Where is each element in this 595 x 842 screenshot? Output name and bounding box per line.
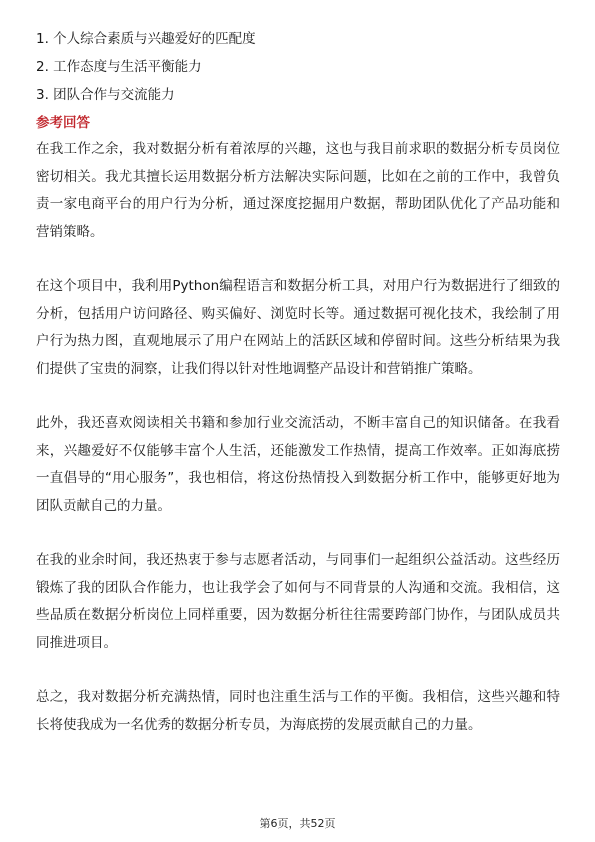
answer-paragraph-4: 在我的业余时间，我还热衷于参与志愿者活动，与同事们一起组织公益活动。这些经历锻炼了我的团队合作能力，也让我学会了如何与不同背景的人沟通和交流。我相信，这些品质在数据分析岗位上同样重要，因为数据分析往往需要跨部门协作，与团队成员共同推进项目。 [36, 552, 560, 651]
page-content [36, 30, 560, 739]
answer-heading: 参考回答 [36, 115, 90, 131]
question-item-2: 2. 工作态度与生活平衡能力 [36, 59, 202, 75]
page-number-footer: 第6页，共52页 [259, 817, 336, 830]
answer-paragraph-2: 在这个项目中，我利用Python编程语言和数据分析工具，对用户行为数据进行了细致的分析，包括用户访问路径、购买偏好、浏览时长等。通过数据可视化技术，我绘制了用户行为热力图，直观地展示了用户在网站上的活跃区域和停留时间。这些分析结果为我们提供了宝贵的洞察，让我们得以针对性地调整产品设计和营销推广策略。 [36, 278, 560, 377]
answer-paragraph-1: 在我工作之余，我对数据分析有着浓厚的兴趣，这也与我目前求职的数据分析专员岗位密切相关。我尤其擅长运用数据分析方法解决实际问题，比如在之前的工作中，我曾负责一家电商平台的用户行为分析，通过深度挖掘用户数据，帮助团队优化了产品功能和营销策略。 [36, 141, 560, 240]
question-item-3: 3. 团队合作与交流能力 [36, 87, 175, 103]
answer-paragraph-3: 此外，我还喜欢阅读相关书籍和参加行业交流活动，不断丰富自己的知识储备。在我看来，兴趣爱好不仅能够丰富个人生活，还能激发工作热情，提高工作效率。正如海底捞一直倡导的“用心服务”，我也相信，将这份热情投入到数据分析工作中，能够更好地为团队贡献自己的力量。 [36, 415, 560, 514]
answer-paragraph-5: 总之，我对数据分析充满热情，同时也注重生活与工作的平衡。我相信，这些兴趣和特长将使我成为一名优秀的数据分析专员，为海底捞的发展贡献自己的力量。 [36, 689, 560, 733]
question-item-1: 1. 个人综合素质与兴趣爱好的匹配度 [36, 31, 256, 47]
